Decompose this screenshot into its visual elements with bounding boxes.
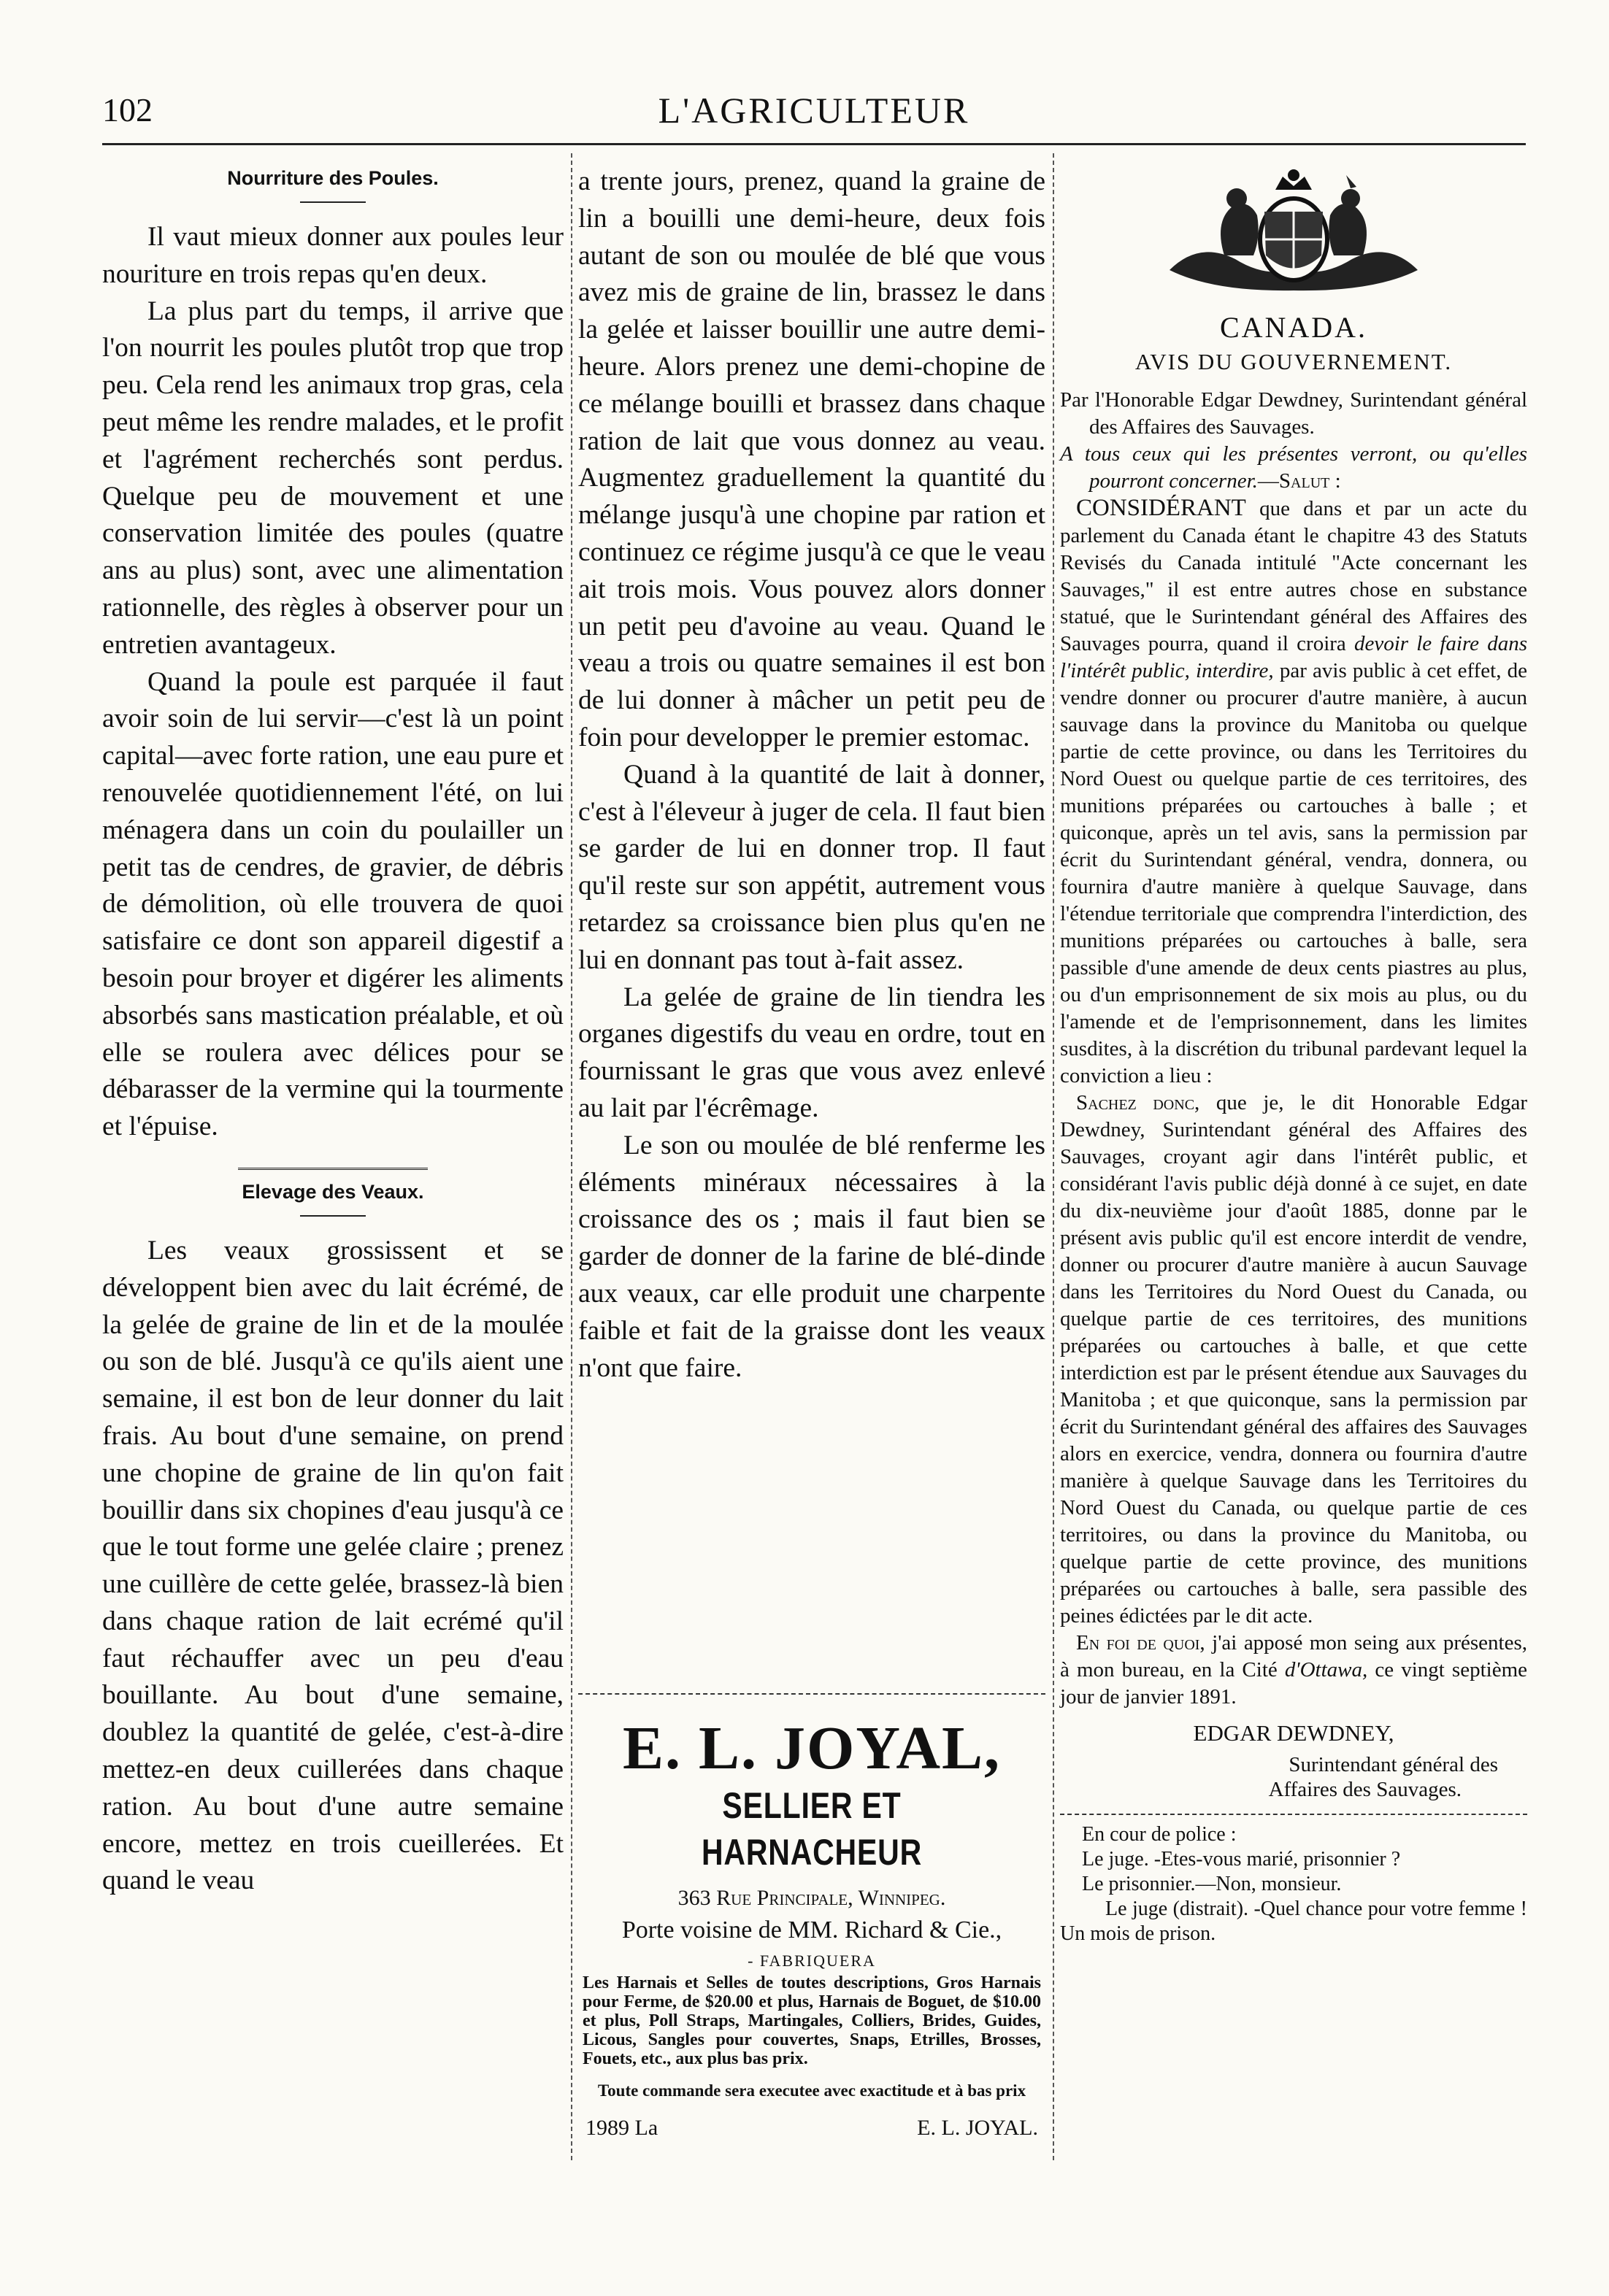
article-paragraph: a trente jours, prenez, quand la graine de lin a bouilli une demi-heure, deux fois autant de son ou moulée de blé que vous avez mis de graine de lin, brassez le dans la gelée et laisser bouillir une autre demi-heure. Alors prenez une demi-chopine de ce mélange bouilli et brassez dans chaque ration de lait que vous donnez au veau. Augmentez graduellement la quantité du mélange jusqu'à une chopine par ration et continuez ce régime jusqu'à ce que le veau ait trois mois. Vous pouvez alors donner un petit peu d'avoine au veau. Quand le veau a trois ou quatre semaines il est bon de lui donner à mâcher un petit peu de foin pour developper le premier estomac.	[578, 166, 1045, 752]
ad-products: Les Harnais et Selles de toutes descriptions, Gros Harnais pour Ferme, de $20.00 et plus, Harnais de Boguet, de $10.00 et plus, Poll Straps, Martingales, Colliers, Brides, Guides, Licous, Sangles pour couvertes, Snaps, Etrilles, Brosses, Fouets, etc., aux plus bas prix.	[583, 1973, 1041, 2068]
considerant-italic: devoir le faire dans l'intérêt public, interdire,	[1060, 632, 1527, 682]
police-court-joke	[1060, 1822, 1527, 1946]
ad-top-rule	[578, 1693, 1045, 1695]
joke-separator	[1060, 1814, 1527, 1815]
enfoi-city: d'Ottawa,	[1284, 1658, 1368, 1681]
column-separator	[1053, 153, 1054, 2160]
ad-note: Toute commande sera executee avec exactitude et à bas prix	[597, 2081, 1026, 2100]
heading-rule	[300, 1215, 366, 1217]
considerant-text: que dans et par un acte du parlement du Canada étant le chapitre 43 des Statuts Revisés du Canada intitulé "Acte concernant les Sauvages," il est entre autres chose en substance statué, que le Surintendant général des Affaires des Sauvages pourra, quand il croira	[1060, 497, 1527, 655]
notice-signer: EDGAR DEWDNEY,	[1193, 1720, 1394, 1746]
sachez-word: Sachez donc,	[1076, 1091, 1200, 1114]
article-paragraph: La gelée de graine de lin tiendra les organes digestifs du veau en ordre, tout en fournissant le gras que vous avez enlevé au lait par l'écrêmage.	[578, 982, 1045, 1123]
joke-line: Le juge (distrait). -Quel chance pour votre femme ! Un mois de prison.	[1060, 1897, 1527, 1945]
notice-greeting	[1060, 441, 1527, 495]
sachez-text: que je, le dit Honorable Edgar Dewdney, Surintendant général des Affaires des Sauvages, croyant agir dans l'intérêt public, et considérant l'avis public déjà donné à ce sujet, en date du dix-neuvième jour d'août 1885, donne par le présent avis public qu'il est encore interdit de vendre, donner ou procurer d'autre manière à aucun Sauvage dans les Territoires du Nord Ouest du Canada, ou quelque partie de ces territoires, des munitions préparées ou cartouches à balle, et que cette interdiction est par le présent étendue aux Sauvages du Manitoba ; et que quiconque, sans la permission par écrit du Surintendant général des affaires des Sauvages alors en exercice, vendra, donnera ou fournira d'autre manière à quelque Sauvage dans les Territoires du Nord Ouest du Canada, ou quelque partie de ces territoires, ou dans la province du Manitoba, ou quelque partie de cette province, des munitions préparées ou cartouches à balle, sera passible des peines édictées par le dit acte.	[1060, 1091, 1527, 1627]
column-3	[1060, 161, 1527, 1946]
ad-footer	[578, 2116, 1045, 2141]
column-1	[102, 163, 564, 1900]
government-notice	[1060, 387, 1527, 1711]
notice-signer-title: Surintendant général des	[1289, 1752, 1498, 1776]
article-paragraph: La plus part du temps, il arrive que l'on nourrit les poules plutôt trop que trop peu. Cela rend les animaux trop gras, cela peut même les rendre malades, et le profit et l'agrément recherchés sont perdus. Quelque peu de mouvement et une conservation limitée des poules (quatre ans au plus) sont, avec une alimentation rationnelle, des règles à observer pour un entretien avantageux.	[102, 296, 564, 660]
article-heading: Elevage des Veaux.	[242, 1180, 424, 1203]
joke-line: Le prisonnier.—Non, monsieur.	[1082, 1872, 1342, 1895]
joke-line: Le juge. -Etes-vous marié, prisonnier ?	[1082, 1847, 1401, 1871]
greeting-italic: A tous ceux qui les présentes verront, ou qu'elles pourront concerner.	[1060, 442, 1527, 493]
notice-signer-title: Affaires des Sauvages.	[1268, 1777, 1462, 1801]
coat-of-arms-icon	[1155, 161, 1432, 307]
enfoi-text: j'ai apposé mon seing aux présentes, à mon bureau, en la Cité	[1060, 1631, 1527, 1681]
ad-address: 363 Rue Principale, Winnipeg.	[677, 1886, 946, 1910]
article-paragraph: Quand à la quantité de lait à donner, c'est à l'éleveur à juger de cela. Il faut bien se garder de lui en donner trop. Il faut qu'il reste sur son appétit, autrement vous retardez sa croissance bien plus qu'en ne lui en donnant pas tout à-fait assez.	[578, 759, 1045, 975]
notice-by: Par l'Honorable Edgar Dewdney, Surintendant général des Affaires des Sauvages.	[1060, 388, 1527, 439]
column-separator	[571, 153, 572, 2160]
ad-manufactures: - FABRIQUERA	[748, 1952, 876, 1970]
article-paragraph: Le son ou moulée de blé renferme les éléments minéraux nécessaires à la croissance des os ; mais il faut bien se garder de donner de la farine de blé-dinde aux veaux, car elle produit une charpente faible et fait de la graisse dont les veaux n'ont que faire.	[578, 1130, 1045, 1383]
enfoi-rest: ce vingt septième jour de janvier 1891.	[1060, 1658, 1527, 1708]
ad-trade: SELLIER ET HARNACHEUR	[701, 1785, 923, 1873]
article-paragraph: Il vaut mieux donner aux poules leur nouriture en trois repas qu'en deux.	[102, 222, 564, 289]
newspaper-title: L'AGRICULTEUR	[658, 90, 970, 131]
notice-country: CANADA.	[1219, 311, 1368, 344]
notice-title: AVIS DU GOUVERNEMENT.	[1134, 349, 1453, 374]
notice-enfoi	[1060, 1630, 1527, 1711]
ad-reference: 1989 La	[585, 2116, 658, 2140]
header-rule	[102, 143, 1526, 145]
column-2	[578, 163, 1045, 1387]
page-header	[102, 86, 1526, 137]
notice-considerant	[1060, 495, 1527, 1090]
considerant-word: CONSIDÉRANT	[1076, 495, 1246, 521]
considerant-rest: par avis public à cet effet, de vendre donner ou procurer d'autre manière, à aucun sauvage dans la province du Manitoba ou quelque partie de cette province, ou dans les Territoires du Nord Ouest ou quelque partie de ces territoires, des munitions préparées ou cartouches à balle ; et quiconque, après un tel avis, sans la permission par écrit du Surintendant général, vendra, donnera, ou fournira d'autre manière à quelque Sauvage, dans l'étendue territoriale que comprendra l'interdiction, des munitions préparées ou cartouches à balle, sera passible d'une amende de deux cents piastres au plus, ou d'un emprisonnement de six mois au plus, ou du l'amende et de l'emprisonnement, dans les limites susdites, à la discrétion du tribunal pardevant lequel la conviction a lieu :	[1060, 659, 1528, 1087]
enfoi-word: En foi de quoi,	[1076, 1631, 1205, 1654]
greeting-salut: —Salut :	[1257, 469, 1341, 493]
heading-rule	[300, 201, 366, 203]
notice-sachez	[1060, 1090, 1527, 1630]
joke-line: En cour de police :	[1082, 1822, 1237, 1846]
page-number: 102	[102, 91, 153, 128]
article-paragraph: Quand la poule est parquée il faut avoir soin de lui servir—c'est là un point capital—avec forte ration, une eau pure et renouvelée quotidiennement l'été, on lui ménagera dans un coin du poulailler un petit tas de cendres, de gravier, de débris de démolition, où elle trouvera de quoi satisfaire ce dont son appareil digestif a besoin pour broyer et digérer les aliments absorbés sans mastication préalable, et où elle se roulera avec délices pour se débarasser de la vermine qui la tourmente et l'épuise.	[102, 666, 564, 1142]
article-separator	[238, 1168, 428, 1170]
advertisement	[578, 1693, 1045, 2141]
article-heading: Nourriture des Poules.	[227, 167, 439, 189]
ad-neighbor: Porte voisine de MM. Richard & Cie.,	[621, 1916, 1002, 1943]
ad-merchant-name: E. L. JOYAL,	[622, 1714, 1002, 1782]
article-paragraph: Les veaux grossissent et se développent bien avec du lait écrémé, de la gelée de graine de lin et de la moulée ou son de blé. Jusqu'à ce qu'ils aient une semaine, il est bon de leur donner du lait frais. Au bout d'une semaine, on prend une chopine de graine de lin qu'on fait bouillir dans six chopines d'eau jusqu'à ce que le tout forme une gelée claire ; prenez une cuillère de cette gelée, brassez-là bien dans chaque ration de lait ecrémé qu'il faut réchauffer avec un peu d'eau bouillante. Au bout d'une semaine, doublez la quantité de gelée, c'est-à-dire mettez-en deux cuillerées dans chaque ration. Au bout d'une autre semaine encore, mettez en trois cueillerées. Et quand le veau	[102, 1235, 564, 1896]
ad-signature: E. L. JOYAL.	[917, 2116, 1038, 2140]
